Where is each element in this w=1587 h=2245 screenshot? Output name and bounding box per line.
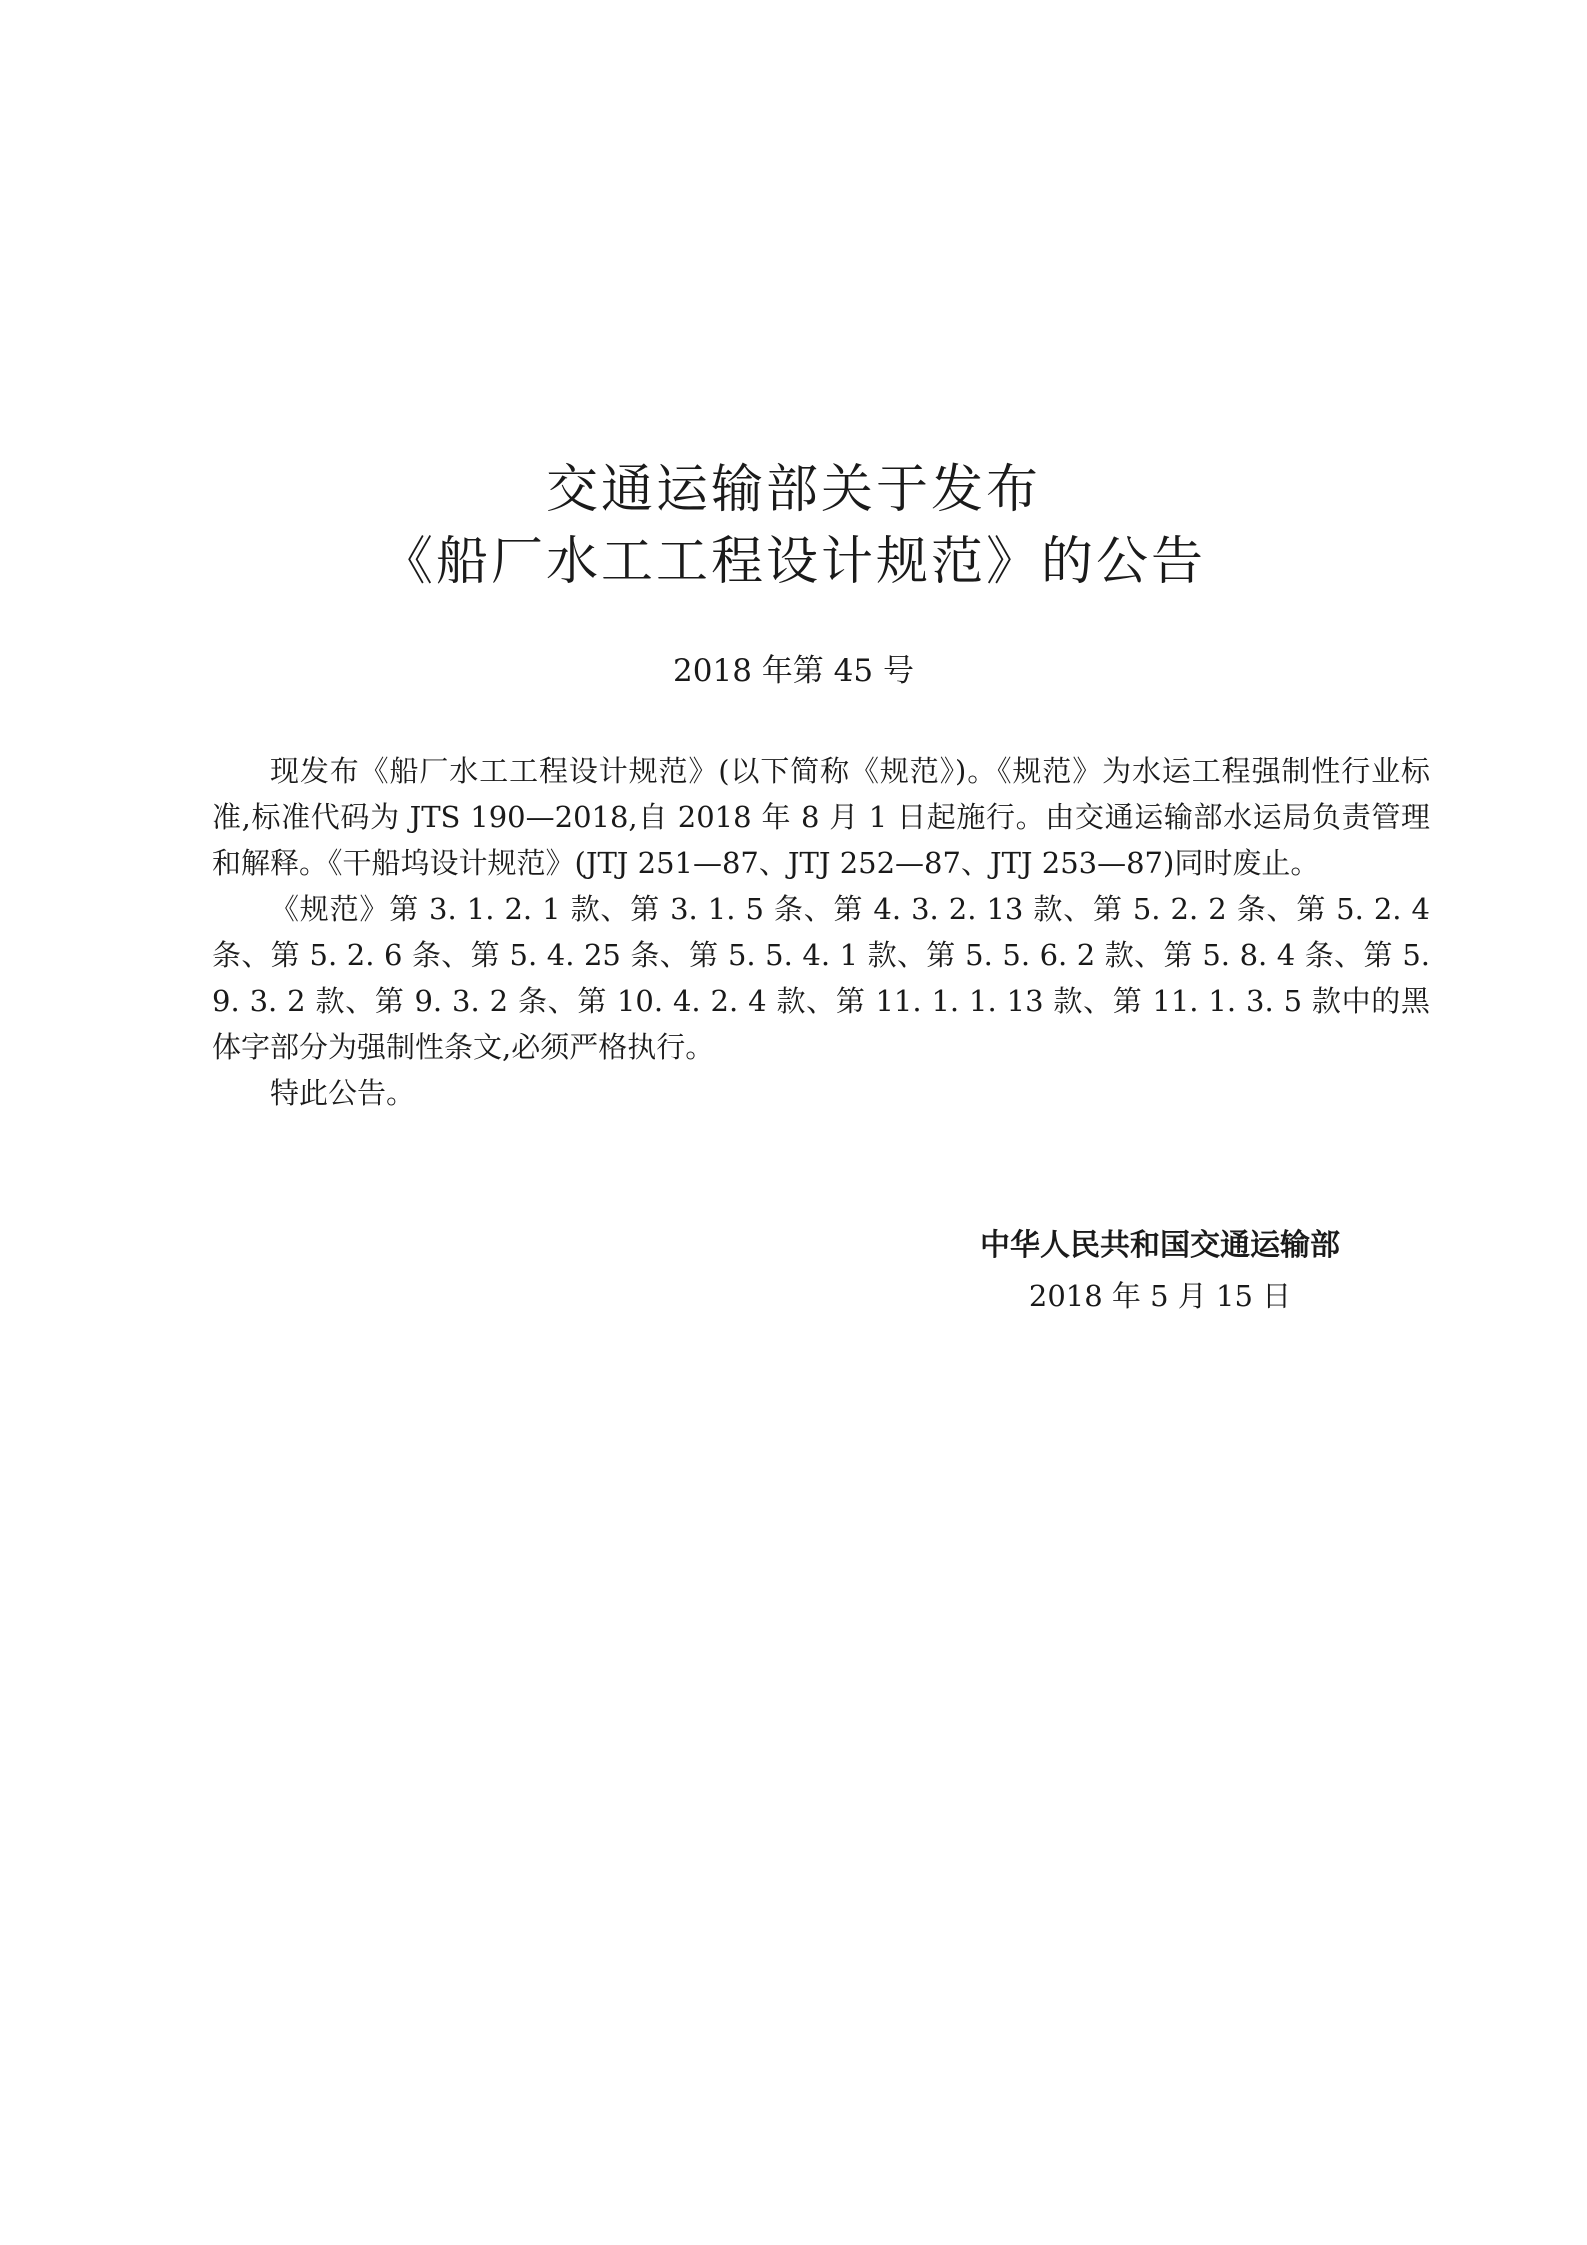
issuer-signature: 中华人民共和国交通运输部: [980, 1228, 1340, 1263]
paragraph-mandatory-clauses: 《规范》第 3. 1. 2. 1 款、第 3. 1. 5 条、第 4. 3. 2. 13 款、第 5. 2. 2 条、第 5. 2. 4 条、第 5. 2. 6 条、第 5. 4. 25 条、第 5. 5. 4. 1 款、第 5. 5. 6. 2 款、第 5. 8. 4 条、第 5. 9. 3. 2 款、第 9. 3. 2 条、第 10. 4. 2. 4 款、第 11. 1. 1. 13 款、第 11. 1. 3. 5 款中的黑体字部分为强制性条文,必须严格执行。: [212, 892, 1430, 1064]
document-number: 2018 年第 45 号: [673, 653, 914, 689]
announcement-title-line-2: 《船厂水工工程设计规范》的公告: [380, 532, 1206, 592]
announcement-title-line-1: 交通运输部关于发布: [545, 460, 1041, 520]
issue-date: 2018 年 5 月 15 日: [1028, 1279, 1292, 1313]
paragraph-closing: 特此公告。: [270, 1076, 416, 1110]
paragraph-publication: 现发布《船厂水工工程设计规范》(以下简称《规范》)。《规范》为水运工程强制性行业标准,标准代码为 JTS 190—2018,自 2018 年 8 月 1 日起施行。由交通运输部水运局负责管理和解释。《干船坞设计规范》(JTJ 251—87、JTJ 252—87、JTJ 253—87)同时废止。: [212, 754, 1430, 880]
